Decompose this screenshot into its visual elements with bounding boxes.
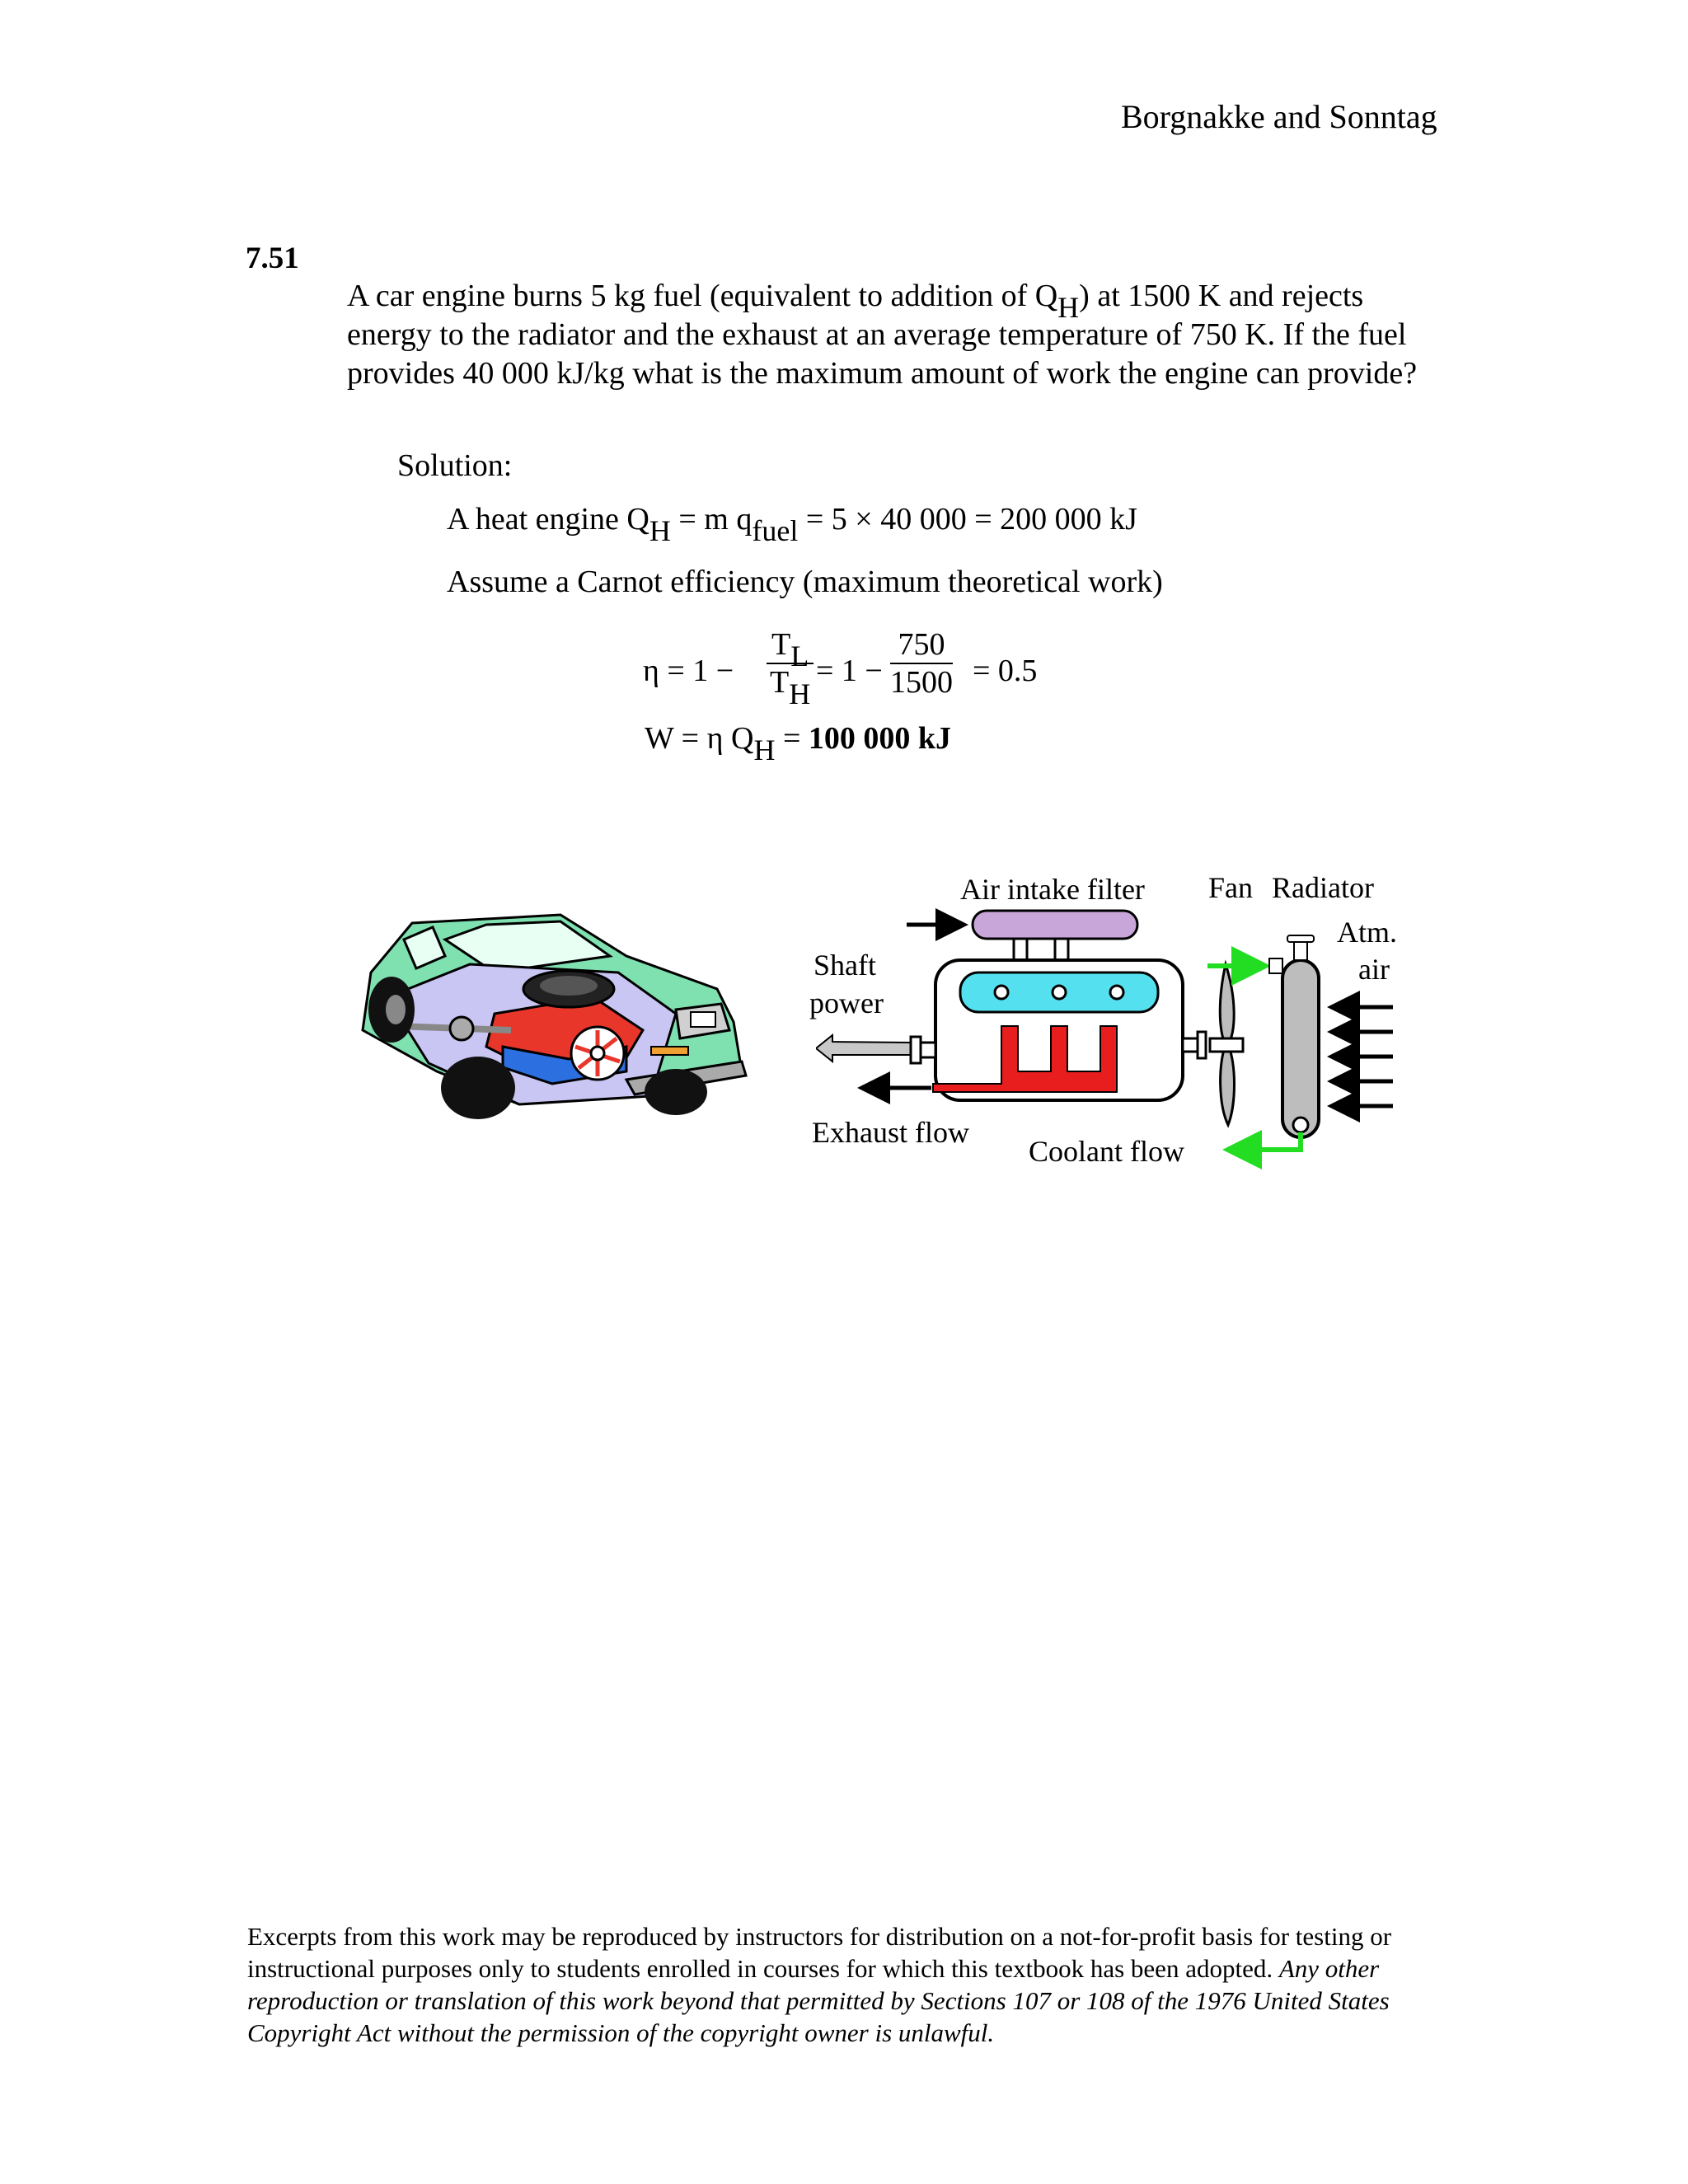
eta-result: = 0.5 [973, 654, 1038, 688]
front-wheel-right [645, 1069, 707, 1115]
cylinder-3 [1110, 986, 1123, 999]
eta-den-sub: H [789, 677, 811, 710]
eta-fraction-numeric [890, 626, 953, 701]
shaft-power-arrow [816, 1035, 911, 1062]
work-sub: H [753, 733, 776, 766]
problem-text-part1: A car engine burns 5 kg fuel (equivalent to addition of Q [347, 279, 1058, 313]
problem-statement [347, 277, 1443, 393]
label-shaft: Shaft [814, 949, 876, 982]
eta-den: T [770, 665, 790, 700]
eta-den2: 1500 [890, 665, 953, 700]
copyright-footer [247, 1920, 1451, 2049]
work-result: 100 000 kJ [808, 721, 952, 756]
cylinder-2 [1053, 986, 1066, 999]
problem-text-part2: ) at 1500 K and rejects energy to the radiator and the exhaust at an average temperature of 750 K. If the fuel provides 40 000 kJ/kg what is the maximum amount of work the engine can provide? [347, 279, 1418, 391]
cylinder-1 [995, 986, 1008, 999]
eta-mid: = 1 − [816, 654, 883, 688]
label-radiator: Radiator [1272, 871, 1374, 904]
heat-input-equation [447, 501, 1137, 547]
work-prefix: W = η Q [645, 721, 754, 756]
heat-mid: = m q [670, 502, 753, 537]
work-eq: = [775, 721, 809, 756]
label-air: air [1358, 953, 1390, 986]
label-atm: Atm. [1337, 916, 1398, 949]
heat-sub-h: H [649, 514, 671, 547]
eta-num-sub: L [790, 640, 809, 673]
carnot-assumption: Assume a Carnot efficiency (maximum theoretical work) [447, 565, 1163, 599]
heat-sub-fuel: fuel [752, 514, 799, 547]
solution-label: Solution: [397, 448, 513, 483]
work-equation [645, 720, 952, 766]
page-header: Borgnakke and Sonntag [1121, 98, 1437, 135]
label-air-intake-filter: Air intake filter [960, 873, 1145, 906]
fan-hub [1210, 1038, 1243, 1052]
heat-rest: = 5 × 40 000 = 200 000 kJ [798, 502, 1137, 537]
footer-normal: Excerpts from this work may be reproduced by instructors for distribution on a not-for-profit basis for testing or instructional purposes only to students enrolled in courses for which this textbook has been adopted. [247, 1922, 1392, 1983]
car-illustration [354, 907, 758, 1137]
radiator [1282, 960, 1319, 1137]
eta-num2: 750 [890, 626, 953, 664]
eta-num: T [771, 627, 791, 662]
label-fan: Fan [1208, 871, 1253, 904]
label-exhaust-flow: Exhaust flow [812, 1116, 969, 1149]
problem-number: 7.51 [246, 241, 299, 275]
eta-lhs: η = 1 − [643, 654, 734, 688]
front-wheel-left [441, 1057, 515, 1119]
air-filter [973, 911, 1137, 939]
label-coolant-flow: Coolant flow [1029, 1135, 1184, 1168]
car-headlight [691, 1012, 715, 1027]
problem-text-subscript: H [1057, 291, 1080, 324]
label-power: power [809, 987, 884, 1019]
footer-italic: Any other reproduction or translation of this work beyond that permitted by Sections 107 or 108 of the 1976 United States Copyright Act without the permission of the copyright owner is unlawful. [247, 1954, 1390, 2047]
eta-fraction-symbolic [767, 626, 814, 710]
radiator-cap [1294, 941, 1307, 960]
car-bumper-light [651, 1047, 688, 1055]
heat-prefix: A heat engine Q [447, 502, 649, 537]
